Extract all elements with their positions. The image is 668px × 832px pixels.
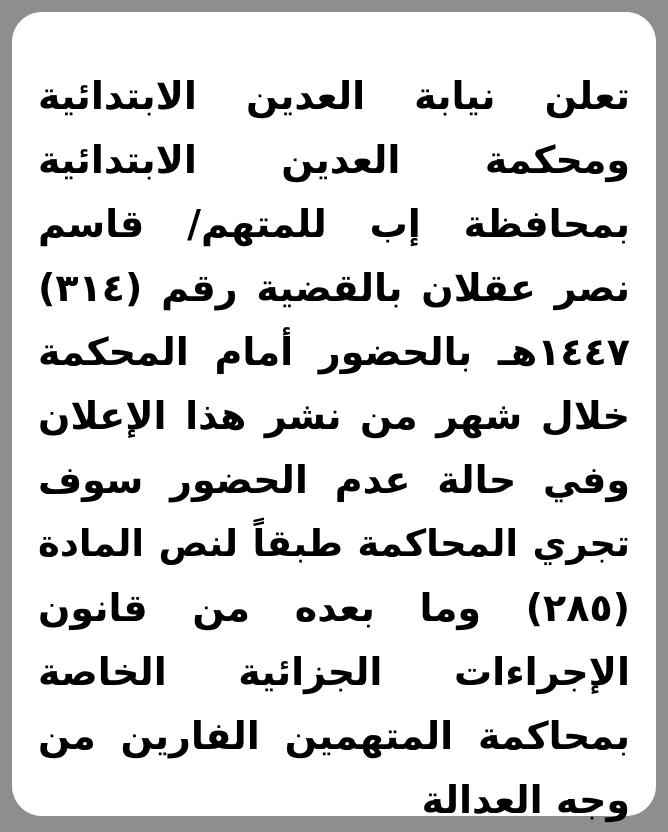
notice-line: بمحاكمة المتهمين الفارين من bbox=[38, 714, 630, 758]
notice-line: تجري المحاكمة طبقاً لنص المادة bbox=[38, 522, 630, 565]
notice-line: بمحافظة إب للمتهم/ قاسم bbox=[38, 202, 630, 246]
notice-body bbox=[38, 64, 630, 832]
notice-line: (٢٨٥) وما بعده من قانون bbox=[38, 586, 630, 630]
notice-line: الإجراءات الجزائية الخاصة bbox=[38, 650, 630, 694]
notice-line: ومحكمة العدين الابتدائية bbox=[38, 138, 630, 182]
notice-card bbox=[12, 12, 656, 822]
notice-line: وجه العدالة bbox=[421, 778, 630, 822]
notice-line: نصر عقلان بالقضية رقم (٣١٤) bbox=[38, 266, 630, 310]
notice-line: ١٤٤٧هـ بالحضور أمام المحكمة bbox=[38, 330, 630, 374]
notice-line: تعلن نيابة العدين الابتدائية bbox=[38, 74, 630, 118]
notice-line: وفي حالة عدم الحضور سوف bbox=[38, 458, 630, 502]
notice-line: خلال شهر من نشر هذا الإعلان bbox=[38, 394, 630, 438]
